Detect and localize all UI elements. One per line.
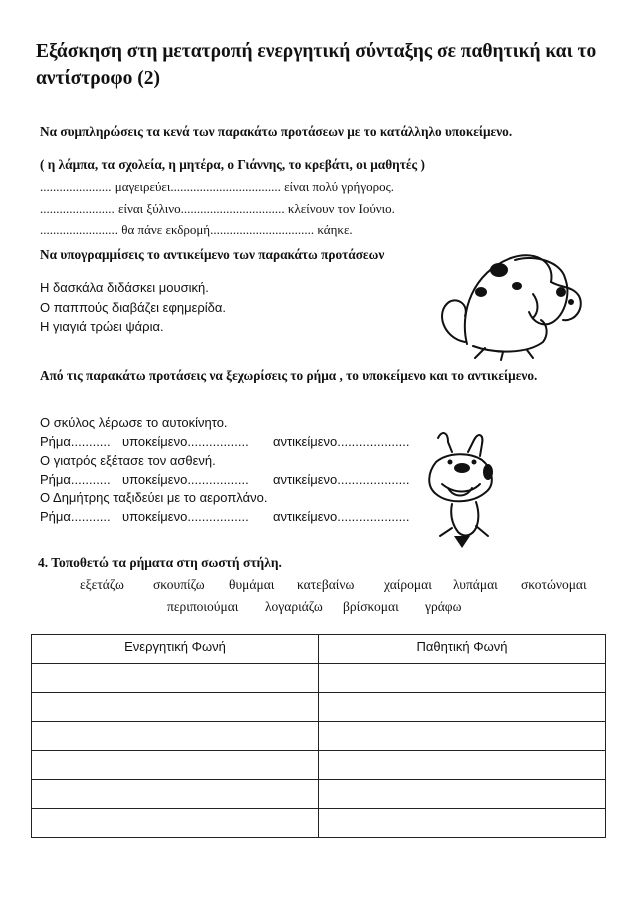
table-cell[interactable] [319, 780, 606, 809]
column-header-active: Ενεργητική Φωνή [32, 635, 319, 664]
table-cell[interactable] [319, 664, 606, 693]
dog-sitting-illustration [415, 242, 595, 362]
verb-word: σκουπίζω [153, 577, 205, 592]
table-cell[interactable] [319, 693, 606, 722]
table-cell[interactable] [32, 751, 319, 780]
subject-options: ( η λάμπα, τα σχολεία, η μητέρα, ο Γιάννης, το κρεβάτι, οι μαθητές ) [40, 157, 425, 172]
table-row [32, 664, 606, 693]
verb-word: λογαριάζω [265, 599, 323, 614]
table-cell[interactable] [32, 664, 319, 693]
object-blank: αντικείμενο.................... [273, 434, 410, 449]
column-header-passive: Παθητική Φωνή [319, 635, 606, 664]
table-cell[interactable] [319, 722, 606, 751]
table-cell[interactable] [32, 780, 319, 809]
voice-table [31, 634, 606, 838]
subject-blank: υποκείμενο................. [122, 434, 249, 449]
table-row [32, 751, 606, 780]
verb-word: σκοτώνομαι [521, 577, 587, 592]
fill-line-2: ....................... είναι ξύλινο................................ κλείνουν τον Ιούνιο. [40, 201, 395, 216]
section4-heading: 4. Τοποθετώ τα ρήματα στη σωστή στήλη. [38, 555, 282, 570]
verb-blank: Ρήμα........... [40, 509, 111, 524]
verb-word: κατεβαίνω [297, 577, 355, 592]
section1-instruction: Να συμπληρώσεις τα κενά των παρακάτω προτάσεων με το κατάλληλο υποκείμενο. [40, 124, 513, 139]
table-row [32, 780, 606, 809]
fill-line-3: ........................ θα πάνε εκδρομή................................ κάηκε. [40, 222, 353, 237]
sentence-1: Η δασκάλα διδάσκει μουσική. [40, 280, 209, 295]
s3-sentence-3: Ο Δημήτρης ταξιδεύει με το αεροπλάνο. [40, 490, 268, 505]
fill-line-1: ...................... μαγειρεύει.................................. είναι πολύ γρήγορος. [40, 179, 394, 194]
table-header-row [32, 635, 606, 664]
table-cell[interactable] [32, 693, 319, 722]
verb-blank: Ρήμα........... [40, 472, 111, 487]
table-cell[interactable] [32, 722, 319, 751]
verb-word: γράφω [425, 599, 462, 614]
s3-sentence-2: Ο γιατρός εξέτασε τον ασθενή. [40, 453, 216, 468]
verb-blank: Ρήμα........... [40, 434, 111, 449]
table-cell[interactable] [319, 751, 606, 780]
sentence-3: Η γιαγιά τρώει ψάρια. [40, 319, 164, 334]
s3-sentence-1: Ο σκύλος λέρωσε το αυτοκίνητο. [40, 415, 228, 430]
subject-blank: υποκείμενο................. [122, 509, 249, 524]
verb-word: θυμάμαι [229, 577, 275, 592]
section3-instruction: Από τις παρακάτω προτάσεις να ξεχωρίσεις το ρήμα , το υποκείμενο και το αντικείμενο. [40, 368, 538, 383]
table-row [32, 693, 606, 722]
object-blank: αντικείμενο.................... [273, 472, 410, 487]
table-cell[interactable] [319, 809, 606, 838]
object-blank: αντικείμενο.................... [273, 509, 410, 524]
verb-word: λυπάμαι [453, 577, 498, 592]
verb-word: περιποιούμαι [167, 599, 239, 614]
dog-head-illustration [418, 428, 510, 554]
page-title: Εξάσκηση στη μετατροπή ενεργητική σύνταξης σε παθητική και το αντίστροφο (2) [36, 41, 597, 89]
section2-instruction: Να υπογραμμίσεις το αντικείμενο των παρακάτω προτάσεων [40, 247, 385, 262]
table-row [32, 722, 606, 751]
table-row [32, 809, 606, 838]
verb-word: βρίσκομαι [343, 599, 399, 614]
verb-word: χαίρομαι [384, 577, 432, 592]
verb-word: εξετάζω [80, 577, 124, 592]
table-cell[interactable] [32, 809, 319, 838]
subject-blank: υποκείμενο................. [122, 472, 249, 487]
sentence-2: Ο παππούς διαβάζει εφημερίδα. [40, 300, 227, 315]
